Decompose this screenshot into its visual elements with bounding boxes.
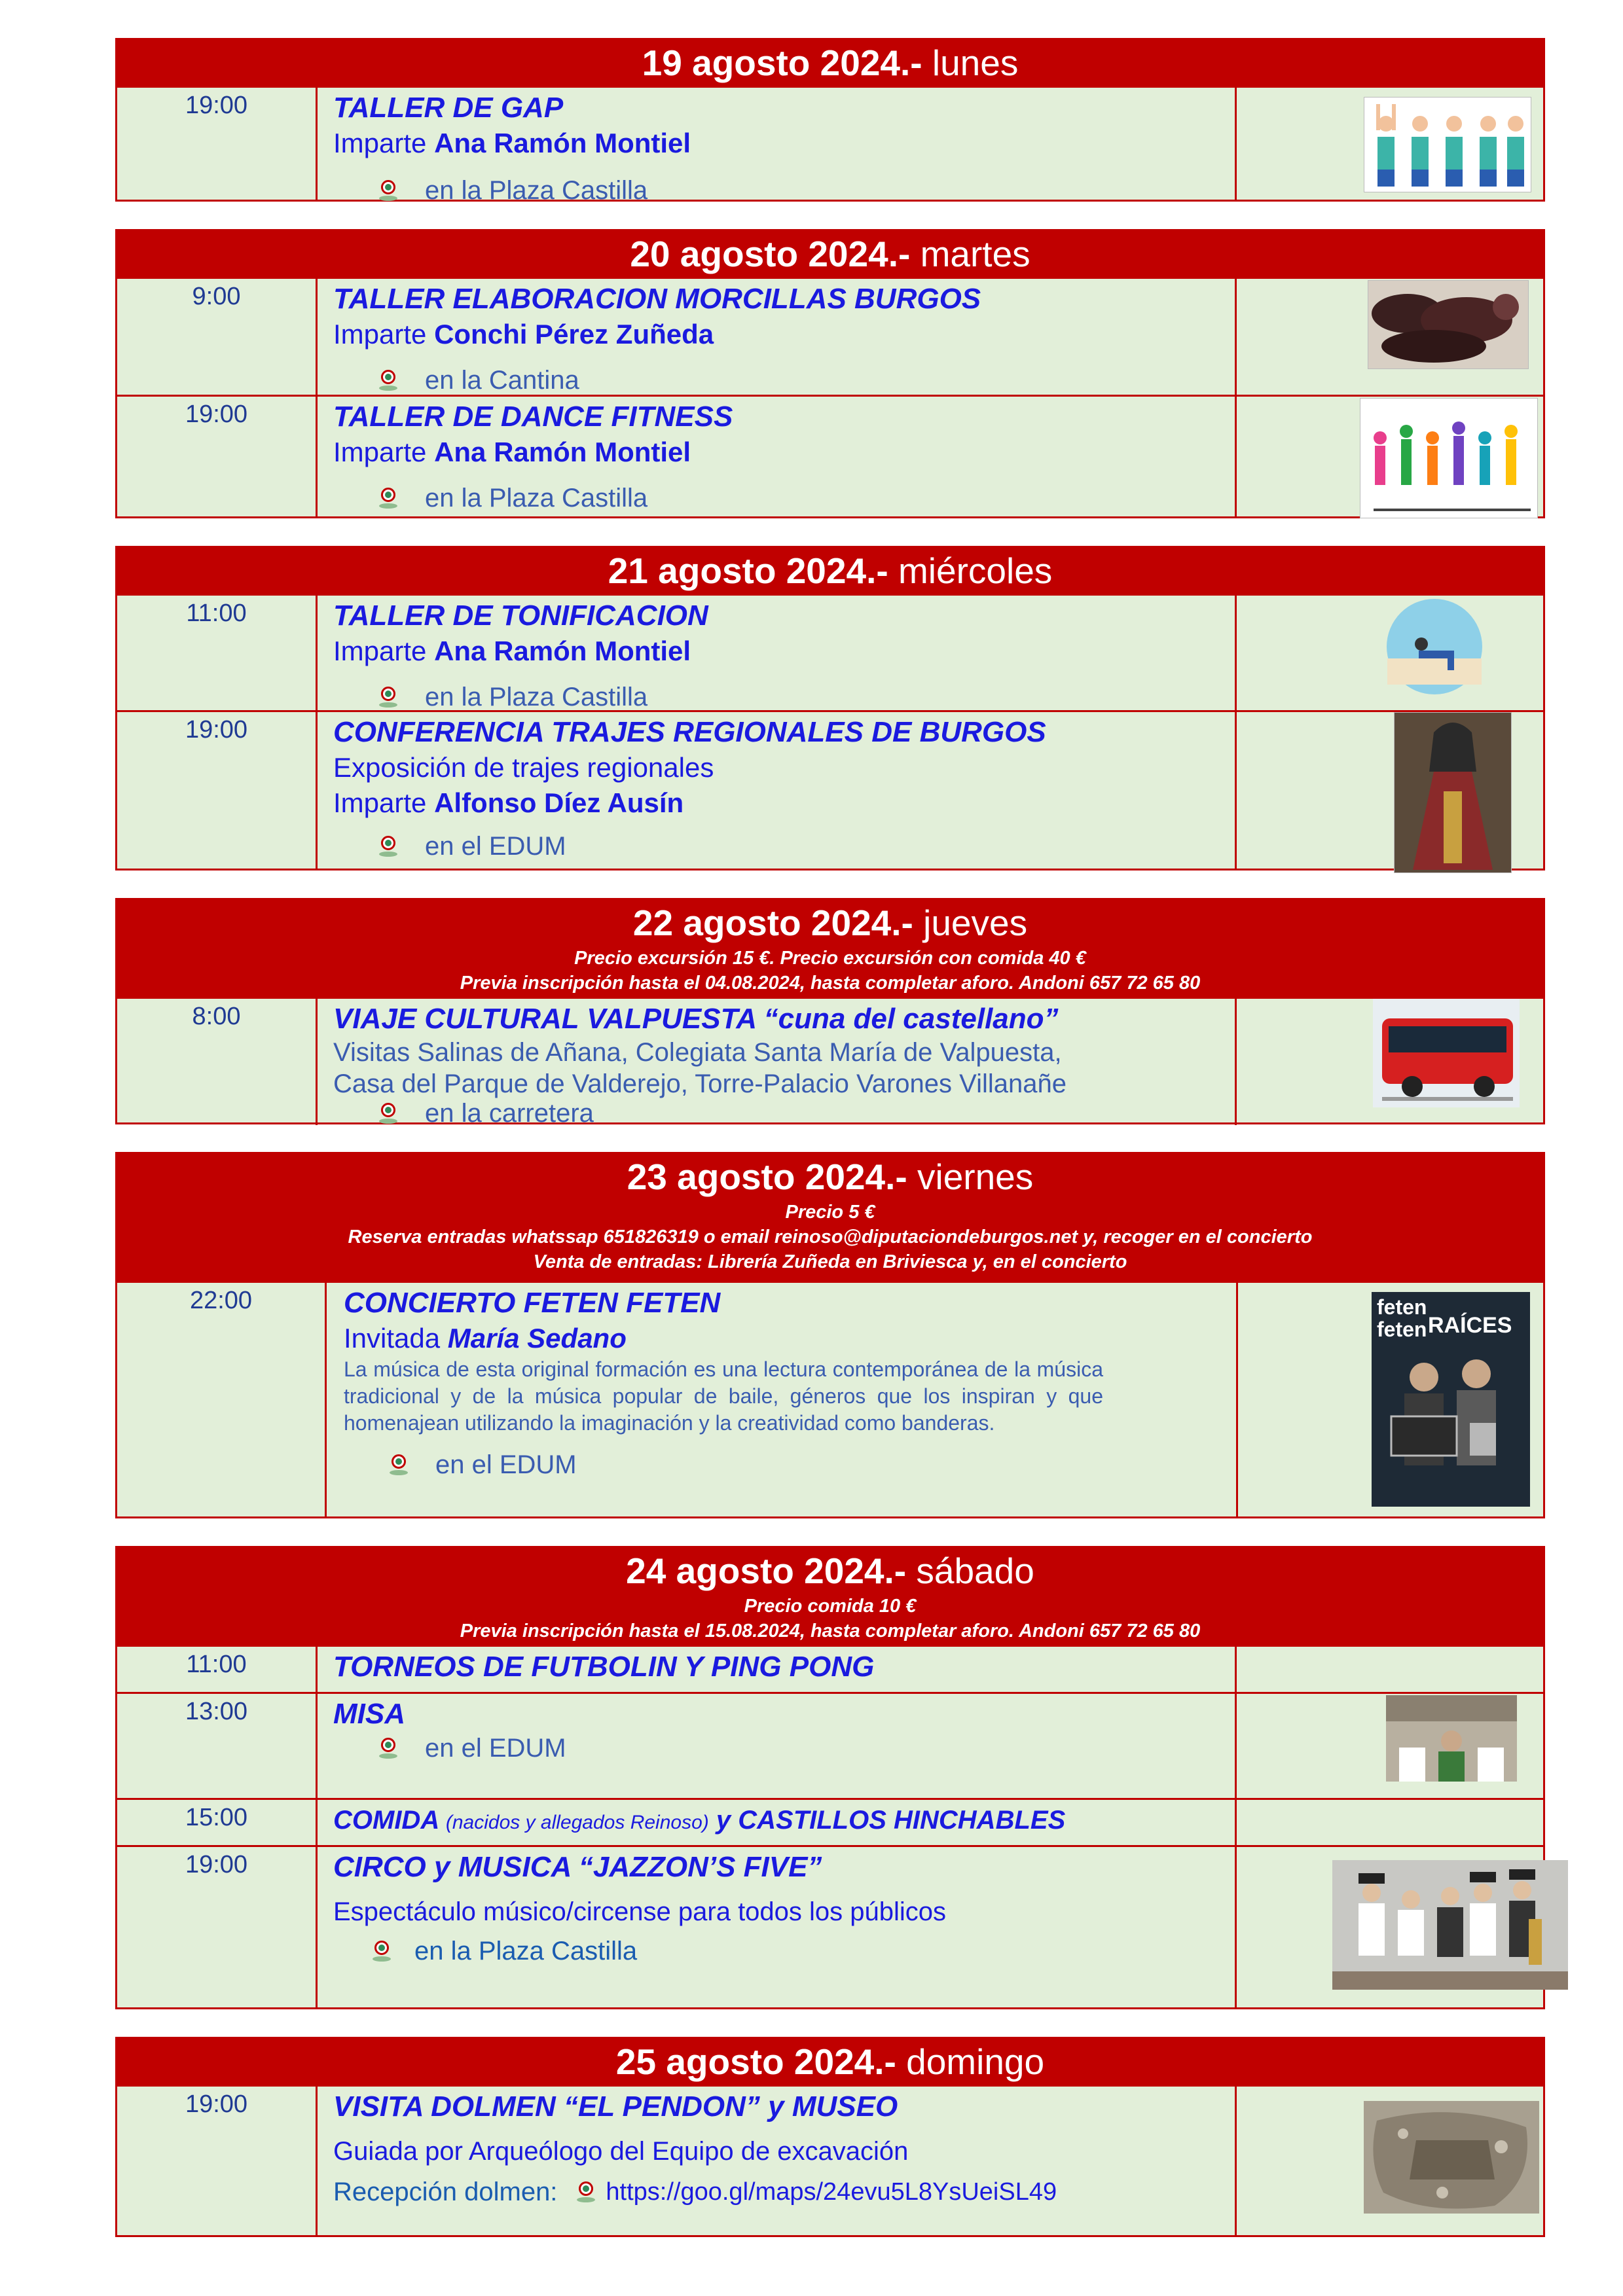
event-row — [117, 86, 1543, 205]
event-title: CONCIERTO FETEN FETEN — [344, 1287, 721, 1319]
event-location: en la Cantina — [425, 366, 579, 395]
instructor-name: Conchi Pérez Zuñeda — [434, 319, 714, 350]
location-pin-icon — [390, 1454, 408, 1475]
event-detail: Espectáculo músico/circense para todos los públicos — [333, 1897, 947, 1926]
event-time: 11:00 — [117, 1647, 318, 1692]
gap-exercise-image — [1364, 97, 1531, 192]
event-location: en la Plaza Castilla — [425, 176, 648, 205]
day-block-21-agosto — [115, 546, 1545, 870]
event-time: 11:00 — [117, 596, 318, 710]
event-row — [117, 594, 1543, 710]
event-title: TALLER ELABORACION MORCILLAS BURGOS — [333, 283, 981, 315]
event-row — [117, 277, 1543, 395]
day-block-23-agosto — [115, 1152, 1545, 1518]
event-location: en la Plaza Castilla — [425, 484, 648, 512]
invitada-label: Invitada — [344, 1323, 441, 1354]
location-pin-icon — [379, 1738, 397, 1759]
day-note: Precio 5 € — [785, 1202, 875, 1223]
day-note: Precio comida 10 € — [744, 1596, 917, 1617]
instructor-name: Alfonso Díez Ausín — [434, 787, 684, 818]
poster-band-name-1: feten — [1377, 1295, 1427, 1319]
event-time: 19:00 — [117, 1847, 318, 2009]
location-pin-icon — [373, 1941, 391, 1962]
event-location: en el EDUM — [425, 832, 566, 861]
imparte-label: Imparte — [333, 437, 427, 467]
location-pin-icon — [379, 488, 397, 509]
event-detail: Guiada por Arqueólogo del Equipo de excavación — [333, 2137, 909, 2166]
location-pin-icon — [379, 836, 397, 857]
day-header — [117, 2039, 1543, 2085]
day-note: Venta de entradas: Librería Zuñeda en Briviesca y, en el concierto — [533, 1251, 1127, 1272]
imparte-label: Imparte — [333, 319, 427, 350]
tonificacion-image — [1386, 598, 1483, 695]
day-header — [117, 900, 1543, 997]
event-row — [117, 1281, 1543, 1518]
day-weekday: sábado — [916, 1551, 1034, 1591]
day-weekday: martes — [920, 234, 1030, 274]
event-title-note: (nacidos y allegados Reinoso) — [445, 1812, 709, 1833]
event-time: 19:00 — [117, 88, 318, 201]
event-time: 19:00 — [117, 397, 318, 518]
feten-feten-poster-image — [1372, 1292, 1530, 1507]
reception-label: Recepción dolmen: — [333, 2178, 558, 2206]
regional-costume-image — [1394, 712, 1512, 873]
imparte-label: Imparte — [333, 787, 427, 818]
event-location: en la Plaza Castilla — [425, 683, 648, 711]
day-block-24-agosto — [115, 1546, 1545, 2009]
day-block-22-agosto — [115, 898, 1545, 1128]
day-date: 23 agosto 2024.- — [627, 1157, 907, 1197]
location-pin-icon — [577, 2181, 595, 2202]
day-date: 21 agosto 2024.- — [608, 550, 888, 591]
event-row — [117, 1798, 1543, 1845]
day-header — [117, 548, 1543, 594]
event-time: 13:00 — [117, 1694, 318, 1798]
event-time: 19:00 — [117, 712, 318, 870]
day-date: 20 agosto 2024.- — [630, 234, 911, 274]
event-location: en el EDUM — [435, 1450, 577, 1479]
day-note: Previa inscripción hasta el 15.08.2024, hasta completar aforo. Andoni 657 72 65 80 — [460, 1621, 1201, 1641]
event-title: CONFERENCIA TRAJES REGIONALES DE BURGOS — [333, 716, 1046, 748]
dance-fitness-image — [1360, 398, 1538, 518]
instructor-name: Ana Ramón Montiel — [434, 128, 691, 158]
event-time: 9:00 — [117, 279, 318, 395]
event-title: COMIDA — [333, 1806, 439, 1835]
poster-band-name-2: feten — [1377, 1318, 1427, 1341]
imparte-label: Imparte — [333, 636, 427, 666]
misa-image — [1386, 1695, 1517, 1782]
day-header — [117, 40, 1543, 86]
event-title: TALLER DE DANCE FITNESS — [333, 401, 733, 433]
day-block-19-agosto — [115, 38, 1545, 205]
event-time: 8:00 — [117, 999, 318, 1125]
day-note: Precio excursión 15 €. Precio excursión con comida 40 € — [574, 948, 1086, 969]
day-header — [117, 1548, 1543, 1645]
event-row — [117, 1845, 1543, 2009]
morcillas-image — [1368, 280, 1529, 369]
event-row — [117, 710, 1543, 870]
map-link[interactable]: https://goo.gl/maps/24evu5L8YsUeiSL49 — [606, 2178, 1057, 2206]
event-location: en la carretera — [425, 1099, 594, 1128]
day-date: 24 agosto 2024.- — [626, 1551, 907, 1591]
day-note: Previa inscripción hasta el 04.08.2024, hasta completar aforo. Andoni 657 72 65 80 — [460, 973, 1201, 994]
event-time: 15:00 — [117, 1800, 318, 1845]
instructor-name: Ana Ramón Montiel — [434, 636, 691, 666]
event-row — [117, 1692, 1543, 1798]
location-pin-icon — [379, 370, 397, 391]
event-row — [117, 1645, 1543, 1692]
event-title: TALLER DE GAP — [333, 92, 564, 124]
event-row — [117, 997, 1543, 1128]
event-detail: Exposición de trajes regionales — [333, 752, 714, 783]
event-detail: Casa del Parque de Valderejo, Torre-Palacio Varones Villanañe — [333, 1069, 1067, 1098]
day-weekday: miércoles — [898, 550, 1053, 591]
jazzons-five-image — [1332, 1860, 1568, 1990]
event-title: TALLER DE TONIFICACION — [333, 600, 708, 632]
day-date: 19 agosto 2024.- — [642, 43, 922, 83]
day-note: Reserva entradas whatssap 651826319 o email reinoso@diputaciondeburgos.net y, recoger en el concierto — [348, 1227, 1313, 1247]
day-block-20-agosto — [115, 229, 1545, 518]
event-location: en la Plaza Castilla — [414, 1937, 638, 1965]
day-header — [117, 231, 1543, 277]
event-title: TORNEOS DE FUTBOLIN Y PING PONG — [333, 1651, 875, 1683]
event-detail: Visitas Salinas de Añana, Colegiata Santa María de Valpuesta, — [333, 1038, 1062, 1067]
day-weekday: domingo — [906, 2041, 1045, 2082]
location-pin-icon — [379, 687, 397, 708]
event-description: La música de esta original formación es una lectura contemporánea de la música tradicional y de la música popular de baile, géneros que los inspiran y que homenajean utilizando la imaginación y la creatividad como banderas. — [344, 1357, 1103, 1435]
day-weekday: viernes — [917, 1157, 1034, 1197]
poster-album-title: RAÍCES — [1428, 1313, 1512, 1338]
day-date: 25 agosto 2024.- — [615, 2041, 896, 2082]
invitada-name: María Sedano — [447, 1323, 627, 1354]
event-row — [117, 2085, 1543, 2236]
event-title: MISA — [333, 1698, 405, 1730]
location-pin-icon — [379, 1103, 397, 1124]
location-pin-icon — [379, 180, 397, 201]
day-header — [117, 1154, 1543, 1281]
day-block-25-agosto — [115, 2037, 1545, 2237]
day-weekday: jueves — [923, 903, 1028, 943]
event-time: 22:00 — [117, 1283, 327, 1518]
event-title: VISITA DOLMEN “EL PENDON” y MUSEO — [333, 2090, 898, 2123]
event-time: 19:00 — [117, 2087, 318, 2236]
event-location: en el EDUM — [425, 1734, 566, 1763]
event-title: CIRCO y MUSICA “JAZZON’S FIVE” — [333, 1851, 822, 1883]
instructor-name: Ana Ramón Montiel — [434, 437, 691, 467]
dolmen-image — [1364, 2101, 1539, 2214]
event-title: VIAJE CULTURAL VALPUESTA “cuna del castellano” — [333, 1003, 1059, 1035]
imparte-label: Imparte — [333, 128, 427, 158]
bus-image — [1373, 999, 1520, 1107]
day-date: 22 agosto 2024.- — [632, 903, 913, 943]
day-weekday: lunes — [932, 43, 1019, 83]
event-row — [117, 395, 1543, 518]
event-title-extra: y CASTILLOS HINCHABLES — [716, 1806, 1066, 1835]
